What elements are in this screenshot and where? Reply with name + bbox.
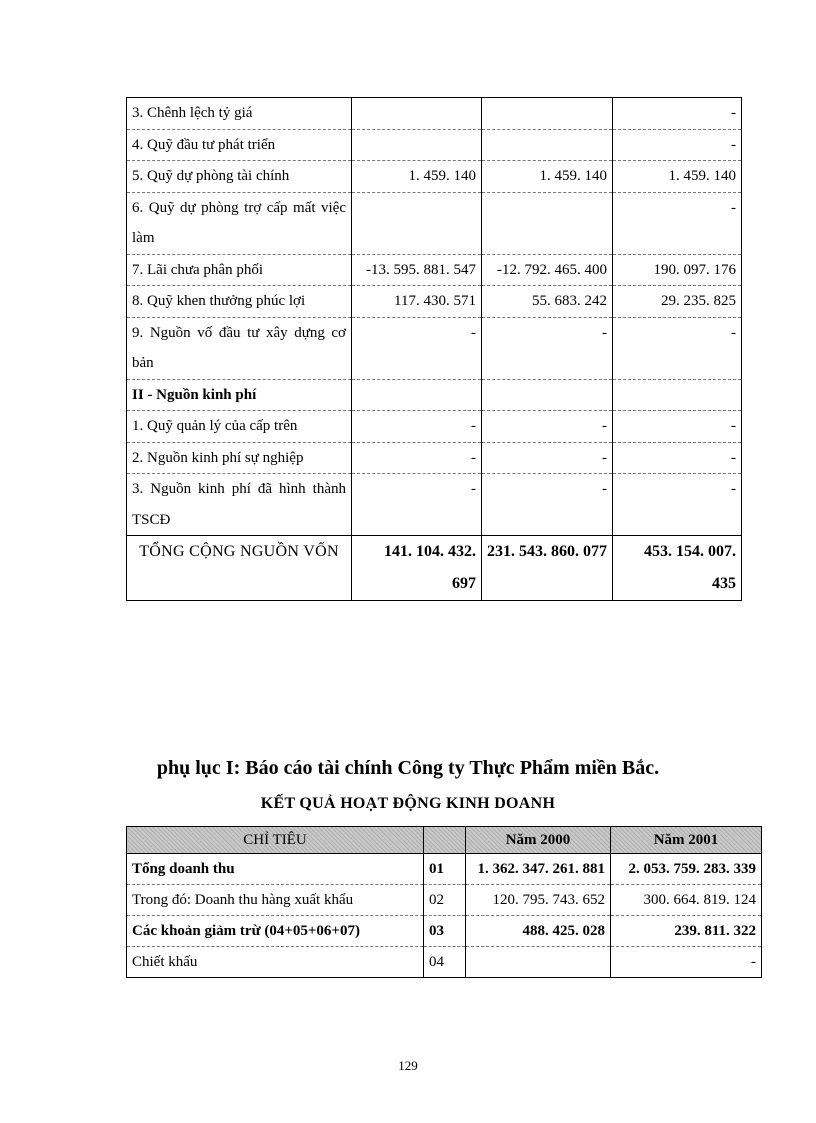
cell-value: - xyxy=(352,442,482,474)
cell-value: - xyxy=(613,411,742,443)
cell-value xyxy=(482,192,613,254)
table-row xyxy=(127,442,742,474)
table-row xyxy=(127,129,742,161)
cell-value: - xyxy=(613,474,742,536)
cell-value: - xyxy=(613,317,742,379)
header-code xyxy=(424,827,466,854)
cell-value: 1. 362. 347. 261. 881 xyxy=(466,854,611,885)
row-label: Trong đó: Doanh thu hàng xuất khẩu xyxy=(127,885,424,916)
row-label: 7. Lãi chưa phân phối xyxy=(127,254,352,286)
total-row xyxy=(127,536,742,601)
row-label: Chiết khấu xyxy=(127,947,424,978)
table-row xyxy=(127,192,742,254)
cell-value: - xyxy=(482,317,613,379)
cell-value: - xyxy=(613,192,742,254)
cell-value xyxy=(482,98,613,130)
row-label: 4. Quỹ đầu tư phát triển xyxy=(127,129,352,161)
cell-value xyxy=(352,379,482,411)
row-label: Các khoản giảm trừ (04+05+06+07) xyxy=(127,916,424,947)
row-label: 6. Quỹ dự phòng trợ cấp mất việc làm xyxy=(127,192,352,254)
row-code: 04 xyxy=(424,947,466,978)
table-row xyxy=(127,854,762,885)
cell-value: 1. 459. 140 xyxy=(352,161,482,193)
cell-value: 2. 053. 759. 283. 339 xyxy=(611,854,762,885)
row-label: 5. Quỹ dự phòng tài chính xyxy=(127,161,352,193)
cell-value: 1. 459. 140 xyxy=(482,161,613,193)
cell-value: - xyxy=(482,411,613,443)
row-code: 01 xyxy=(424,854,466,885)
cell-value: - xyxy=(613,442,742,474)
table-row xyxy=(127,161,742,193)
cell-value: -13. 595. 881. 547 xyxy=(352,254,482,286)
table-row xyxy=(127,98,742,130)
row-code: 02 xyxy=(424,885,466,916)
report-title: KẾT QUẢ HOẠT ĐỘNG KINH DOANH xyxy=(260,795,556,812)
table-row xyxy=(127,947,762,978)
total-value: 231. 543. 860. 077 xyxy=(482,536,613,601)
page-number: 129 xyxy=(398,1058,418,1073)
cell-value xyxy=(352,98,482,130)
table-row xyxy=(127,474,742,536)
cell-value: 120. 795. 743. 652 xyxy=(466,885,611,916)
row-code: 03 xyxy=(424,916,466,947)
business-results-table xyxy=(126,826,762,978)
cell-value: 1. 459. 140 xyxy=(613,161,742,193)
cell-value: 55. 683. 242 xyxy=(482,286,613,318)
cell-value: 190. 097. 176 xyxy=(613,254,742,286)
table-header-row xyxy=(127,827,762,854)
capital-sources-table xyxy=(126,97,742,601)
row-label: 1. Quỹ quản lý của cấp trên xyxy=(127,411,352,443)
row-label: Tổng doanh thu xyxy=(127,854,424,885)
cell-value: - xyxy=(352,317,482,379)
header-indicator: CHỈ TIÊU xyxy=(127,827,424,854)
cell-value: 29. 235. 825 xyxy=(613,286,742,318)
table-row xyxy=(127,317,742,379)
cell-value: - xyxy=(482,474,613,536)
cell-value xyxy=(482,129,613,161)
total-value: 453. 154. 007. 435 xyxy=(613,536,742,601)
table-row xyxy=(127,885,762,916)
cell-value: 488. 425. 028 xyxy=(466,916,611,947)
cell-value xyxy=(482,379,613,411)
cell-value xyxy=(352,192,482,254)
cell-value: 300. 664. 819. 124 xyxy=(611,885,762,916)
row-label: 2. Nguồn kinh phí sự nghiệp xyxy=(127,442,352,474)
appendix-title: phụ lục I: Báo cáo tài chính Công ty Thực Phẩm miền Bắc. xyxy=(156,757,660,779)
cell-value: - xyxy=(482,442,613,474)
row-label: 8. Quỹ khen thưởng phúc lợi xyxy=(127,286,352,318)
section-heading: II - Nguồn kinh phí xyxy=(127,379,352,411)
total-value: 141. 104. 432. 697 xyxy=(352,536,482,601)
cell-value xyxy=(352,129,482,161)
header-year-2000: Năm 2000 xyxy=(466,827,611,854)
cell-value: - xyxy=(611,947,762,978)
table-row xyxy=(127,916,762,947)
cell-value: 117. 430. 571 xyxy=(352,286,482,318)
cell-value: -12. 792. 465. 400 xyxy=(482,254,613,286)
total-label: TỔNG CỘNG NGUỒN VỐN xyxy=(127,536,352,601)
cell-value xyxy=(613,379,742,411)
header-year-2001: Năm 2001 xyxy=(611,827,762,854)
table-row xyxy=(127,411,742,443)
row-label: 9. Nguồn vố đầu tư xây dựng cơ bản xyxy=(127,317,352,379)
cell-value: - xyxy=(613,98,742,130)
row-label: 3. Chênh lệch tỷ giá xyxy=(127,98,352,130)
cell-value xyxy=(466,947,611,978)
table-row xyxy=(127,286,742,318)
cell-value: - xyxy=(613,129,742,161)
row-label: 3. Nguồn kinh phí đã hình thành TSCĐ xyxy=(127,474,352,536)
cell-value: 239. 811. 322 xyxy=(611,916,762,947)
cell-value: - xyxy=(352,474,482,536)
table-row xyxy=(127,379,742,411)
table-row xyxy=(127,254,742,286)
cell-value: - xyxy=(352,411,482,443)
